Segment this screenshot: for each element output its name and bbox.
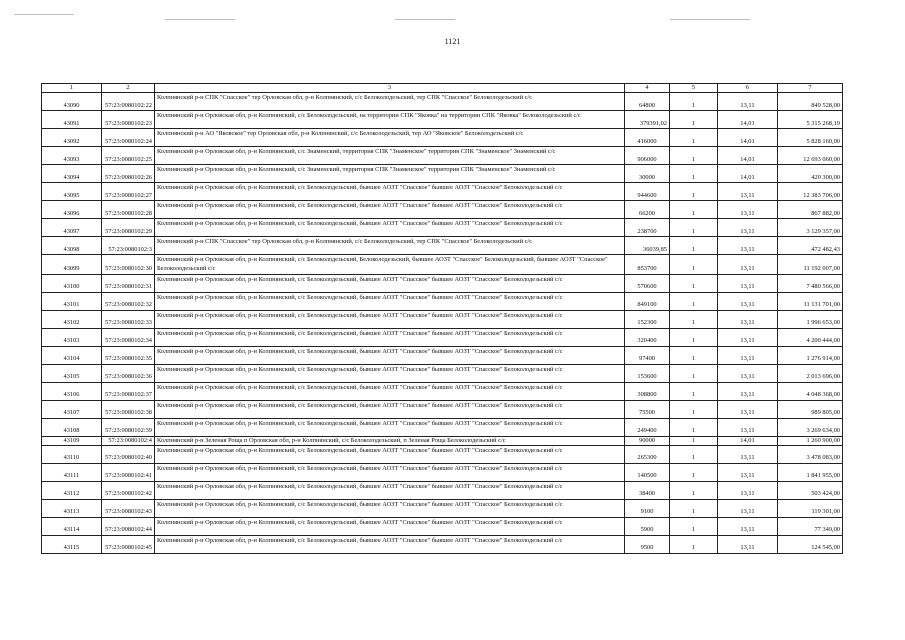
area-cell: 265300 [625, 445, 670, 463]
cadastral-number-cell: 57:23:0080102:35 [102, 346, 155, 364]
area-cell: 416000 [625, 129, 670, 147]
cadastral-value-cell: 3 478 083,00 [778, 445, 843, 463]
cadastral-value-cell: 124 545,00 [778, 535, 843, 553]
column-5-cell: 1 [670, 499, 718, 517]
record-number-cell: 43097 [42, 219, 102, 237]
table-row [42, 274, 843, 292]
cadastral-value-cell: 4 200 444,00 [778, 328, 843, 346]
cadastral-number-cell: 57:23:0080102:40 [102, 445, 155, 463]
table-row [42, 93, 843, 111]
address-cell: Колпнянский р-н СПК "Спасское" тер Орловская обл, р-н Колпнянский, с/с Белоколодезьский, тер СПК "Спасское" Белоколодезьский с/с [155, 93, 625, 111]
area-cell: 9500 [625, 535, 670, 553]
rate-cell: 13,11 [718, 346, 778, 364]
rate-cell: 13,11 [718, 445, 778, 463]
rate-cell: 13,11 [718, 418, 778, 436]
cadastral-value-cell: 12 383 706,00 [778, 183, 843, 201]
cadastral-value-cell: 1 841 955,00 [778, 463, 843, 481]
record-number-cell: 43104 [42, 346, 102, 364]
column-5-cell: 1 [670, 463, 718, 481]
cadastral-value-cell: 5 315 268,19 [778, 111, 843, 129]
cadastral-number-cell: 57:23:0080102:4 [102, 436, 155, 445]
table-row [42, 346, 843, 364]
table-body [42, 93, 843, 554]
column-5-cell: 1 [670, 310, 718, 328]
record-number-cell: 43112 [42, 481, 102, 499]
rate-cell: 13,11 [718, 463, 778, 481]
table-row [42, 418, 843, 436]
table-row [42, 535, 843, 553]
cadastral-value-cell: 7 480 566,00 [778, 274, 843, 292]
table-row [42, 436, 843, 445]
cadastral-number-cell: 57:23:0080102:41 [102, 463, 155, 481]
record-number-cell: 43109 [42, 436, 102, 445]
page-number: 1121 [444, 37, 461, 46]
column-5-cell: 1 [670, 183, 718, 201]
column-5-cell: 1 [670, 328, 718, 346]
area-cell: 152300 [625, 310, 670, 328]
area-cell: 570600 [625, 274, 670, 292]
cadastral-number-cell: 57:23:0080102:23 [102, 111, 155, 129]
cadastral-number-cell: 57:23:0080102:26 [102, 165, 155, 183]
address-cell: Колпнянский р-н Орловская обл, р-н Колпнянский, с/с Белоколодезьский, бывшее АОЗТ "Спасское" бывшее АОЗТ "Спасское" Белоколодезьский с/с [155, 219, 625, 237]
column-header: 6 [718, 84, 778, 93]
area-cell: 153600 [625, 364, 670, 382]
column-header: 3 [155, 84, 625, 93]
record-number-cell: 43105 [42, 364, 102, 382]
address-cell: Колпнянский р-н Орловская обл, р-н Колпнянский, с/с Белоколодезьский, бывшее АОЗТ "Спасское" бывшее АОЗТ "Спасское" Белоколодезьский с/с [155, 364, 625, 382]
table-row [42, 255, 843, 275]
record-number-cell: 43110 [42, 445, 102, 463]
cadastral-value-cell: 420 300,00 [778, 165, 843, 183]
cadastral-value-cell: 77 349,00 [778, 517, 843, 535]
rate-cell: 13,11 [718, 364, 778, 382]
cadastral-value-cell: 5 828 160,00 [778, 129, 843, 147]
column-5-cell: 1 [670, 292, 718, 310]
rate-cell: 13,11 [718, 219, 778, 237]
table-row [42, 237, 843, 255]
address-cell: Колпнянский р-н Орловская обл, р-н Колпнянский, с/с Белоколодезьский, бывшее АОЗТ "Спасское" бывшее АОЗТ "Спасское" Белоколодезьский с/с [155, 517, 625, 535]
column-5-cell: 1 [670, 346, 718, 364]
column-header: 7 [778, 84, 843, 93]
cadastral-value-cell: 3 269 634,00 [778, 418, 843, 436]
rate-cell: 13,11 [718, 255, 778, 275]
column-5-cell: 1 [670, 219, 718, 237]
cadastral-value-cell: 867 882,00 [778, 201, 843, 219]
column-5-cell: 1 [670, 517, 718, 535]
record-number-cell: 43101 [42, 292, 102, 310]
table-row [42, 463, 843, 481]
area-cell: 849100 [625, 292, 670, 310]
table-row [42, 364, 843, 382]
column-5-cell: 1 [670, 129, 718, 147]
area-cell: 320400 [625, 328, 670, 346]
address-cell: Колпнянский р-н Орловская обл, р-н Колпнянский, с/с Белоколодезьский, бывшее АОЗТ "Спасское" бывшее АОЗТ "Спасское" Белоколодезьский с/с [155, 328, 625, 346]
record-number-cell: 43093 [42, 147, 102, 165]
address-cell: Колпнянский р-н Орловская обл, р-н Колпнянский, с/с Белоколодезьский, на территории СПК "Яковка" на территории СПК "Яковка" Белоколодезьский с/с [155, 111, 625, 129]
area-cell: 906000 [625, 147, 670, 165]
area-cell: 238700 [625, 219, 670, 237]
cadastral-number-cell: 57:23:0080102:31 [102, 274, 155, 292]
cadastral-register-table [41, 83, 843, 554]
column-5-cell: 1 [670, 481, 718, 499]
address-cell: Колпнянский р-н Орловская обл, р-н Колпнянский, с/с Белоколодезьский, бывшее АОЗТ "Спасское" бывшее АОЗТ "Спасское" Белоколодезьский с/с [155, 499, 625, 517]
record-number-cell: 43113 [42, 499, 102, 517]
table-row [42, 481, 843, 499]
address-cell: Колпнянский р-н Орловская обл, р-н Колпнянский, с/с Знаменский, территория СПК "Знаменское" территория СПК "Знаменское" Знаменский с/с [155, 165, 625, 183]
address-cell: Колпнянский р-н Орловская обл, р-н Колпнянский, с/с Белоколодезьский, бывшее АОЗТ "Спасское" бывшее АОЗТ "Спасское" Белоколодезьский с/с [155, 418, 625, 436]
address-cell: Колпнянский р-н Орловская обл, р-н Колпнянский, с/с Белоколодезьский, бывшее АОЗТ "Спасское" бывшее АОЗТ "Спасское" Белоколодезьский с/с [155, 274, 625, 292]
cadastral-number-cell: 57:23:0080102:43 [102, 499, 155, 517]
area-cell: 944600 [625, 183, 670, 201]
column-5-cell: 1 [670, 201, 718, 219]
address-cell: Колпнянский р-н СПК "Спасское" тер Орловская обл, р-н Колпнянский, с/с Белоколодезьский, тер СПК "Спасское" Белоколодезьский с/с [155, 237, 625, 255]
scan-artifact [14, 14, 74, 15]
cadastral-number-cell: 57:23:0080102:24 [102, 129, 155, 147]
record-number-cell: 43111 [42, 463, 102, 481]
rate-cell: 13,11 [718, 93, 778, 111]
rate-cell: 14,01 [718, 165, 778, 183]
rate-cell: 14,01 [718, 129, 778, 147]
address-cell: Колпнянский р-н Орловская обл, р-н Колпнянский, с/с Белоколодезьский, бывшее АОЗТ "Спасское" бывшее АОЗТ "Спасское" Белоколодезьский с/с [155, 183, 625, 201]
address-cell: Колпнянский р-н Орловская обл, р-н Колпнянский, с/с Белоколодезьский, бывшее АОЗТ "Спасское" бывшее АОЗТ "Спасское" Белоколодезьский с/с [155, 346, 625, 364]
column-5-cell: 1 [670, 147, 718, 165]
record-number-cell: 43092 [42, 129, 102, 147]
cadastral-value-cell: 1 996 653,00 [778, 310, 843, 328]
area-cell: 249400 [625, 418, 670, 436]
cadastral-value-cell: 1 276 914,00 [778, 346, 843, 364]
address-cell: Колпнянский р-н Орловская обл, р-н Колпнянский, с/с Белоколодезьский, бывшее АОЗТ "Спасское" бывшее АОЗТ "Спасское" Белоколодезьский с/с [155, 481, 625, 499]
area-cell: 97400 [625, 346, 670, 364]
table-row [42, 382, 843, 400]
table-row [42, 445, 843, 463]
rate-cell: 14,01 [718, 111, 778, 129]
rate-cell: 13,11 [718, 535, 778, 553]
table-row [42, 219, 843, 237]
area-cell: 64800 [625, 93, 670, 111]
address-cell: Колпнянский р-н АО "Яковское" тер Орловская обл, р-н Колпнянский, с/с Белоколодезьский, тер АО "Яковское" Белоколодезьский с/с [155, 129, 625, 147]
area-cell: 379391,02 [625, 111, 670, 129]
column-header: 2 [102, 84, 155, 93]
cadastral-value-cell: 503 424,00 [778, 481, 843, 499]
table-row [42, 328, 843, 346]
cadastral-value-cell: 849 528,00 [778, 93, 843, 111]
area-cell: 30000 [625, 165, 670, 183]
column-5-cell: 1 [670, 237, 718, 255]
cadastral-number-cell: 57:23:0080102:45 [102, 535, 155, 553]
area-cell: 90000 [625, 436, 670, 445]
rate-cell: 13,11 [718, 274, 778, 292]
column-5-cell: 1 [670, 93, 718, 111]
address-cell: Колпнянский р-н Орловская обл, р-н Колпнянский, с/с Белоколодезьский, бывшее АОЗТ "Спасское" бывшее АОЗТ "Спасское" Белоколодезьский с/с [155, 382, 625, 400]
rate-cell: 13,11 [718, 310, 778, 328]
rate-cell: 13,11 [718, 499, 778, 517]
address-cell: Колпнянский р-н Орловская обл, р-н Колпнянский, с/с Белоколодезьский, бывшее АОЗТ "Спасское" бывшее АОЗТ "Спасское" Белоколодезьский с/с [155, 535, 625, 553]
area-cell: 66200 [625, 201, 670, 219]
cadastral-number-cell: 57:23:0080102:33 [102, 310, 155, 328]
rate-cell: 14,01 [718, 147, 778, 165]
cadastral-number-cell: 57:23:0080102:27 [102, 183, 155, 201]
record-number-cell: 43106 [42, 382, 102, 400]
rate-cell: 13,11 [718, 382, 778, 400]
cadastral-number-cell: 57:23:0080102:38 [102, 400, 155, 418]
cadastral-value-cell: 4 048 368,00 [778, 382, 843, 400]
cadastral-value-cell: 12 693 060,00 [778, 147, 843, 165]
rate-cell: 13,11 [718, 183, 778, 201]
rate-cell: 13,11 [718, 517, 778, 535]
address-cell: Колпнянский р-н Орловская обл, р-н Колпнянский, с/с Белоколодезьский, бывшее АОЗТ "Спасское" бывшее АОЗТ "Спасское" Белоколодезьский с/с [155, 310, 625, 328]
address-cell: Колпнянский р-н Орловская обл, р-н Колпнянский, с/с Белоколодезьский, бывшее АОЗТ "Спасское" бывшее АОЗТ "Спасское" Белоколодезьский с/с [155, 400, 625, 418]
column-5-cell: 1 [670, 400, 718, 418]
cadastral-value-cell: 3 129 357,00 [778, 219, 843, 237]
record-number-cell: 43098 [42, 237, 102, 255]
area-cell: 853700 [625, 255, 670, 275]
cadastral-number-cell: 57:23:0080102:29 [102, 219, 155, 237]
rate-cell: 13,11 [718, 400, 778, 418]
rate-cell: 13,11 [718, 481, 778, 499]
address-cell: Колпнянский р-н Орловская обл, р-н Колпнянский, с/с Белоколодезьский, бывшее АОЗТ "Спасское" бывшее АОЗТ "Спасское" Белоколодезьский с/с [155, 463, 625, 481]
column-5-cell: 1 [670, 382, 718, 400]
record-number-cell: 43094 [42, 165, 102, 183]
column-5-cell: 1 [670, 436, 718, 445]
record-number-cell: 43090 [42, 93, 102, 111]
address-cell: Колпнянский р-н Орловская обл, р-н Колпнянский, с/с Белоколодезьский, бывшее АОЗТ "Спасское" бывшее АОЗТ "Спасское" Белоколодезьский с/с [155, 445, 625, 463]
record-number-cell: 43100 [42, 274, 102, 292]
column-5-cell: 1 [670, 535, 718, 553]
cadastral-number-cell: 57:23:0080102:44 [102, 517, 155, 535]
record-number-cell: 43099 [42, 255, 102, 275]
column-5-cell: 1 [670, 364, 718, 382]
column-5-cell: 1 [670, 445, 718, 463]
table-row [42, 147, 843, 165]
cadastral-number-cell: 57:23:0080102:36 [102, 364, 155, 382]
area-cell: 140500 [625, 463, 670, 481]
cadastral-number-cell: 57:23:0080102:30 [102, 255, 155, 275]
table-row [42, 201, 843, 219]
table-row [42, 129, 843, 147]
cadastral-number-cell: 57:23:0080102:42 [102, 481, 155, 499]
cadastral-value-cell: 989 805,00 [778, 400, 843, 418]
rate-cell: 13,11 [718, 292, 778, 310]
area-cell: 5900 [625, 517, 670, 535]
record-number-cell: 43108 [42, 418, 102, 436]
address-cell: Колпнянский р-н Орловская обл, р-н Колпнянский, с/с Белоколодезьский, бывшее АОЗТ "Спасское" бывшее АОЗТ "Спасское" Белоколодезьский с/с [155, 201, 625, 219]
table-row [42, 183, 843, 201]
table-row [42, 165, 843, 183]
record-number-cell: 43095 [42, 183, 102, 201]
cadastral-number-cell: 57:23:0080102:3 [102, 237, 155, 255]
cadastral-value-cell: 11 192 007,00 [778, 255, 843, 275]
cadastral-value-cell: 2 013 696,00 [778, 364, 843, 382]
table-row [42, 310, 843, 328]
record-number-cell: 43103 [42, 328, 102, 346]
scan-artifact [395, 19, 455, 20]
cadastral-value-cell: 11 131 701,00 [778, 292, 843, 310]
area-cell: 36039,85 [625, 237, 670, 255]
area-cell: 75500 [625, 400, 670, 418]
rate-cell: 14,01 [718, 436, 778, 445]
table-row [42, 111, 843, 129]
table-row [42, 517, 843, 535]
column-header: 5 [670, 84, 718, 93]
cadastral-value-cell: 119 301,00 [778, 499, 843, 517]
cadastral-number-cell: 57:23:0080102:32 [102, 292, 155, 310]
record-number-cell: 43096 [42, 201, 102, 219]
address-cell: Колпнянский р-н Зеленая Роща п Орловская обл, р-н Колпнянский, с/с Белоколодезьский, п Зеленая Роща Белоколодезьский с/с [155, 436, 625, 445]
table-row [42, 499, 843, 517]
address-cell: Колпнянский р-н Орловская обл, р-н Колпнянский, с/с Белоколодезьский, Белоколодезьский, бывшее АОЗТ "Спасское" Белоколодезьский, бывшее АОЗТ "Спасское" Белоколодезьский с/с [155, 255, 625, 275]
address-cell: Колпнянский р-н Орловская обл, р-н Колпнянский, с/с Знаменский, территория СПК "Знаменское" территория СПК "Знаменское" Знаменский с/с [155, 147, 625, 165]
cadastral-number-cell: 57:23:0080102:37 [102, 382, 155, 400]
cadastral-value-cell: 472 482,43 [778, 237, 843, 255]
table-row [42, 400, 843, 418]
scan-artifact [670, 19, 750, 20]
column-5-cell: 1 [670, 111, 718, 129]
record-number-cell: 43114 [42, 517, 102, 535]
cadastral-number-cell: 57:23:0080102:25 [102, 147, 155, 165]
cadastral-value-cell: 1 260 900,00 [778, 436, 843, 445]
column-5-cell: 1 [670, 165, 718, 183]
record-number-cell: 43102 [42, 310, 102, 328]
cadastral-number-cell: 57:23:0080102:22 [102, 93, 155, 111]
column-5-cell: 1 [670, 418, 718, 436]
scan-artifact [165, 19, 235, 20]
column-5-cell: 1 [670, 255, 718, 275]
rate-cell: 13,11 [718, 237, 778, 255]
area-cell: 38400 [625, 481, 670, 499]
area-cell: 9100 [625, 499, 670, 517]
record-number-cell: 43091 [42, 111, 102, 129]
column-header: 1 [42, 84, 102, 93]
column-header: 4 [625, 84, 670, 93]
area-cell: 308800 [625, 382, 670, 400]
table-row [42, 292, 843, 310]
rate-cell: 13,11 [718, 201, 778, 219]
rate-cell: 13,11 [718, 328, 778, 346]
table-header-row [42, 84, 843, 93]
column-5-cell: 1 [670, 274, 718, 292]
record-number-cell: 43107 [42, 400, 102, 418]
address-cell: Колпнянский р-н Орловская обл, р-н Колпнянский, с/с Белоколодезьский, бывшее АОЗТ "Спасское" бывшее АОЗТ "Спасское" Белоколодезьский с/с [155, 292, 625, 310]
record-number-cell: 43115 [42, 535, 102, 553]
cadastral-number-cell: 57:23:0080102:28 [102, 201, 155, 219]
cadastral-number-cell: 57:23:0080102:39 [102, 418, 155, 436]
cadastral-number-cell: 57:23:0080102:34 [102, 328, 155, 346]
